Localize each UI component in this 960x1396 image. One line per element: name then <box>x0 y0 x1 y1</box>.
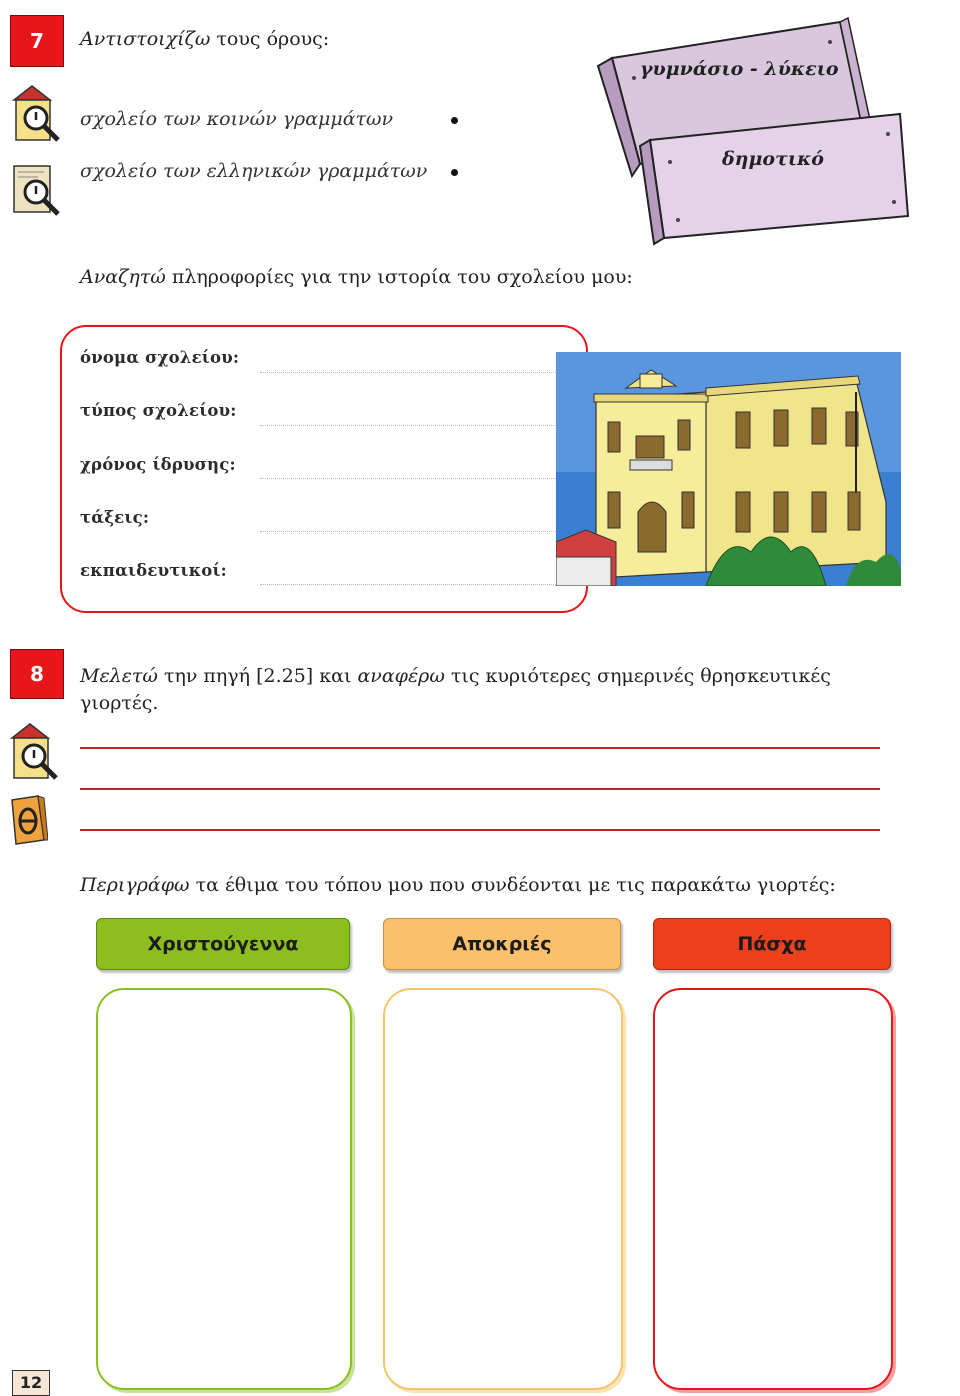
right-term-2: δημοτικό <box>722 148 824 170</box>
task7-instruction <box>80 28 329 50</box>
instruction-text: την πηγή [2.25] και <box>157 665 358 687</box>
answer-line[interactable] <box>80 747 880 749</box>
field-classes: τάξεις: <box>80 508 150 527</box>
right-term-1: γυμνάσιο - λύκειο <box>640 58 839 80</box>
field-teachers: εκπαιδευτικοί: <box>80 561 227 580</box>
describe-instruction <box>80 874 950 896</box>
wooden-sign-image <box>592 16 912 246</box>
carnival-writing-area[interactable] <box>383 988 623 1390</box>
left-term-1: σχολείο των κοινών γραμμάτων <box>80 108 394 130</box>
research-magnifier-icon <box>8 82 64 148</box>
study-verb: Μελετώ <box>80 665 158 687</box>
instruction-verb: Αντιστοιχίζω <box>80 28 211 50</box>
field-founding-year: χρόνος ίδρυσης: <box>80 455 236 474</box>
instruction-text: τις κυριότερες σημερινές θρησκευτικές <box>444 665 831 687</box>
christmas-writing-area[interactable] <box>96 988 352 1390</box>
field-school-type: τύπος σχολείου: <box>80 401 237 420</box>
research-magnifier-icon <box>6 720 62 784</box>
answer-line[interactable] <box>80 788 880 790</box>
mention-verb: αναφέρω <box>357 665 445 687</box>
research-magnifier-icon <box>8 160 64 218</box>
field-school-name: όνομα σχολείου: <box>80 348 240 367</box>
match-dot[interactable] <box>451 117 458 124</box>
answer-line[interactable] <box>80 829 880 831</box>
left-term-2: σχολείο των ελληνικών γραμμάτων <box>80 160 428 182</box>
instruction-rest: τους όρους: <box>210 28 330 50</box>
school-building-image <box>556 352 901 586</box>
easter-writing-area[interactable] <box>653 988 893 1390</box>
task8-instruction <box>80 663 940 717</box>
search-verb: Αναζητώ <box>80 266 166 288</box>
theta-book-icon <box>8 794 48 846</box>
search-rest: πληροφορίες για την ιστορία του σχολείου μου: <box>165 266 633 288</box>
describe-rest: τα έθιμα του τόπου μου που συνδέονται με τις παρακάτω γιορτές: <box>189 874 836 896</box>
search-instruction <box>80 266 633 288</box>
page-number: 12 <box>12 1370 50 1396</box>
instruction-line2: γιορτές. <box>80 692 159 714</box>
feast-carnival: Αποκριές <box>383 918 621 970</box>
describe-verb: Περιγράφω <box>80 874 190 896</box>
feast-easter: Πάσχα <box>653 918 891 970</box>
task-number-8: 8 <box>10 649 64 699</box>
feast-christmas: Χριστούγεννα <box>96 918 350 970</box>
match-dot[interactable] <box>451 169 458 176</box>
task-number-7: 7 <box>10 15 64 67</box>
